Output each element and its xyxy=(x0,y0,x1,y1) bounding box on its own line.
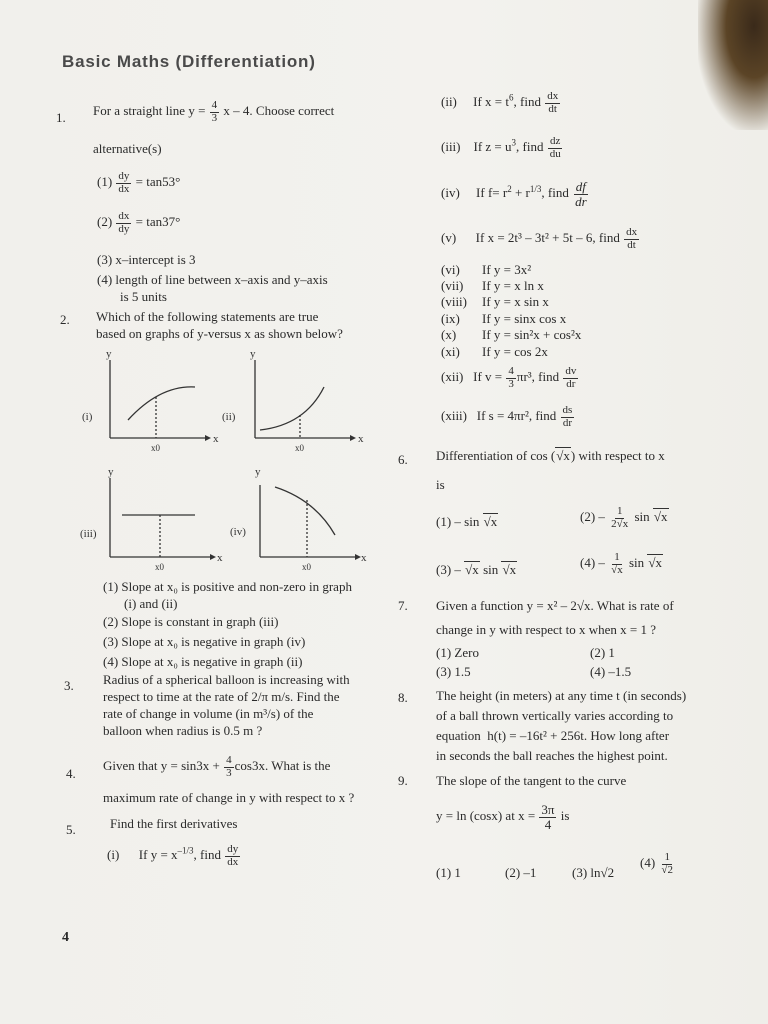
q4-stem-cont: maximum rate of change in y with respect to x ? xyxy=(103,790,355,805)
q7-option-3: (3) 1.5 xyxy=(436,664,471,679)
graph-ii-label: (ii) xyxy=(222,411,236,423)
q5-part-xi-label: (xi) xyxy=(441,344,460,359)
q8-line-3: equation h(t) = –16t² + 256t. How long after xyxy=(436,728,670,743)
q1-stem-cont: alternative(s) xyxy=(93,141,162,156)
q8-line-1: The height (in meters) at any time t (in seconds) xyxy=(436,688,687,703)
q5-part-xii: (xii) If v = $\frac{4}{3}$ πr³, find $\frac{dv}{dr}$ xyxy=(441,365,577,390)
q5-part-vi: If y = 3x² xyxy=(482,262,532,277)
q4-stem: Given that y = sin3x + $\frac{4}{3}$ cos3x. What is the xyxy=(103,754,331,779)
graph-iii-y-label: y xyxy=(108,466,114,478)
q6-option-2: (2) – $\frac{1}{2√x}$ sin √x xyxy=(580,505,668,530)
q5-part-v: (v) If x = 2t³ – 3t² + 5t – 6, find $\frac{dx}{dt}$ xyxy=(441,226,638,251)
q5-part-i: (i) If $y = x^{-1/3}$, find $\frac{dy}{dx}$ xyxy=(107,843,239,868)
q2-option-2: (2) Slope is constant in graph (iii) xyxy=(103,614,279,629)
q9-stem: The slope of the tangent to the curve xyxy=(436,773,627,788)
q3-line-4: balloon when radius is 0.5 m ? xyxy=(103,723,263,738)
q1-option-1: (1) $\frac{dy}{dx}$ = tan53° xyxy=(97,170,181,195)
q7-option-4: (4) –1.5 xyxy=(590,664,632,679)
q5-part-x-label: (x) xyxy=(441,327,457,342)
q5-part-vi-label: (vi) xyxy=(441,262,460,277)
q2-option-1: (1) Slope at x₀ is positive and non-zero in graph xyxy=(103,579,352,594)
page-corner-shadow xyxy=(698,0,768,130)
q8-line-4: in seconds the ball reaches the highest point. xyxy=(436,748,668,763)
q1-stem: For a straight line y = $\frac{4}{3}$ x – 4. Choose correct xyxy=(93,99,335,124)
graph-iv-x-label: x xyxy=(361,552,367,564)
q5-part-ii: (ii) If $x = t^6$, find $\frac{dx}{dt}$ xyxy=(441,90,559,115)
q6-option-4: (4) – $\frac{1}{√x}$ sin √x xyxy=(580,551,663,576)
q2-option-3: (3) Slope at x₀ is negative in graph (iv) xyxy=(103,634,306,649)
q7-option-2: (2) 1 xyxy=(590,645,615,660)
graph-ii-x0: x0 xyxy=(295,443,304,453)
page-number: 4 xyxy=(62,930,69,945)
q1-number: 1. xyxy=(56,110,66,125)
q9-stem-cont: y = ln (cosx) at x = $\frac{3\pi}{4}$ is xyxy=(436,802,570,832)
graph-i-label: (i) xyxy=(82,411,93,423)
q1-option-3: (3) x–intercept is 3 xyxy=(97,252,196,267)
q8-line-2: of a ball thrown vertically varies according to xyxy=(436,708,674,723)
q7-stem-cont: change in y with respect to x when x = 1 ? xyxy=(436,622,656,637)
q2-number: 2. xyxy=(60,312,70,327)
graph-iii-x-label: x xyxy=(217,552,223,564)
q6-stem-cont: is xyxy=(436,477,445,492)
q5-number: 5. xyxy=(66,822,76,837)
q3-line-1: Radius of a spherical balloon is increasing with xyxy=(103,672,350,687)
graph-iv-x0: x0 xyxy=(302,562,311,572)
q5-part-viii: If y = x sin x xyxy=(482,294,549,309)
graph-iii-x0: x0 xyxy=(155,562,164,572)
q2-option-4: (4) Slope at x₀ is negative in graph (ii) xyxy=(103,654,303,669)
q8-number: 8. xyxy=(398,690,408,705)
q9-number: 9. xyxy=(398,773,408,788)
q5-part-vii-label: (vii) xyxy=(441,278,464,293)
q2-graphs xyxy=(70,345,370,575)
q5-part-ix: If y = sinx cos x xyxy=(482,311,567,326)
q5-part-iv: (iv) If $f= r^2 + r^{1/3}$, find $\frac{df}{dr}$ xyxy=(441,179,587,209)
q3-line-2: respect to time at the rate of 2/π m/s. Find the xyxy=(103,689,340,704)
graph-iv-y-label: y xyxy=(255,466,261,478)
q2-option-1-cont: (i) and (ii) xyxy=(124,596,178,611)
q9-option-4: (4) $\frac{1}{√2}$ xyxy=(640,851,673,876)
q1-fraction: $\frac{4}{3}$ xyxy=(211,99,218,124)
q9-option-2: (2) –1 xyxy=(505,865,537,880)
q7-number: 7. xyxy=(398,598,408,613)
q6-stem: Differentiation of cos (√x) with respect to x xyxy=(436,448,665,463)
q1-option-4-cont: is 5 units xyxy=(120,289,167,304)
q5-part-xiii: (xiii) If s = 4πr², find $\frac{ds}{dr}$ xyxy=(441,404,573,429)
q5-heading: Find the first derivatives xyxy=(110,816,238,831)
q6-option-1: (1) – sin √x xyxy=(436,514,498,529)
q6-number: 6. xyxy=(398,452,408,467)
q7-option-1: (1) Zero xyxy=(436,645,479,660)
q5-part-xi: If y = cos 2x xyxy=(482,344,548,359)
graph-i-x0: x0 xyxy=(151,443,160,453)
q1-option-2: (2) $\frac{dx}{dy}$ = tan37° xyxy=(97,210,181,235)
graph-iv-label: (iv) xyxy=(230,526,246,538)
q9-option-3: (3) ln√2 xyxy=(572,865,615,880)
q9-option-1: (1) 1 xyxy=(436,865,461,880)
q5-part-ix-label: (ix) xyxy=(441,311,460,326)
q5-part-vii: If y = x ln x xyxy=(482,278,544,293)
q6-option-3: (3) – √x sin √x xyxy=(436,562,517,577)
graph-ii-y-label: y xyxy=(250,348,256,360)
graph-i-x-label: x xyxy=(213,433,219,445)
graph-iii-label: (iii) xyxy=(80,528,97,540)
q1-option-4: (4) length of line between x–axis and y–axis xyxy=(97,272,328,287)
graph-ii-x-label: x xyxy=(358,433,364,445)
q5-part-viii-label: (viii) xyxy=(441,294,467,309)
q3-line-3: rate of change in volume (in m³/s) of the xyxy=(103,706,314,721)
q2-stem-cont: based on graphs of y-versus x as shown below? xyxy=(96,326,343,341)
q4-number: 4. xyxy=(66,766,76,781)
q3-number: 3. xyxy=(64,678,74,693)
graph-i-y-label: y xyxy=(106,348,112,360)
q5-part-x: If y = sin²x + cos²x xyxy=(482,327,582,342)
page-title: Basic Maths (Differentiation) xyxy=(62,52,316,71)
q7-stem: Given a function y = x² – 2√x. What is rate of xyxy=(436,598,674,613)
q5-part-iii: (iii) If $z = u^3$, find $\frac{dz}{du}$ xyxy=(441,135,561,160)
q2-stem: Which of the following statements are true xyxy=(96,309,319,324)
